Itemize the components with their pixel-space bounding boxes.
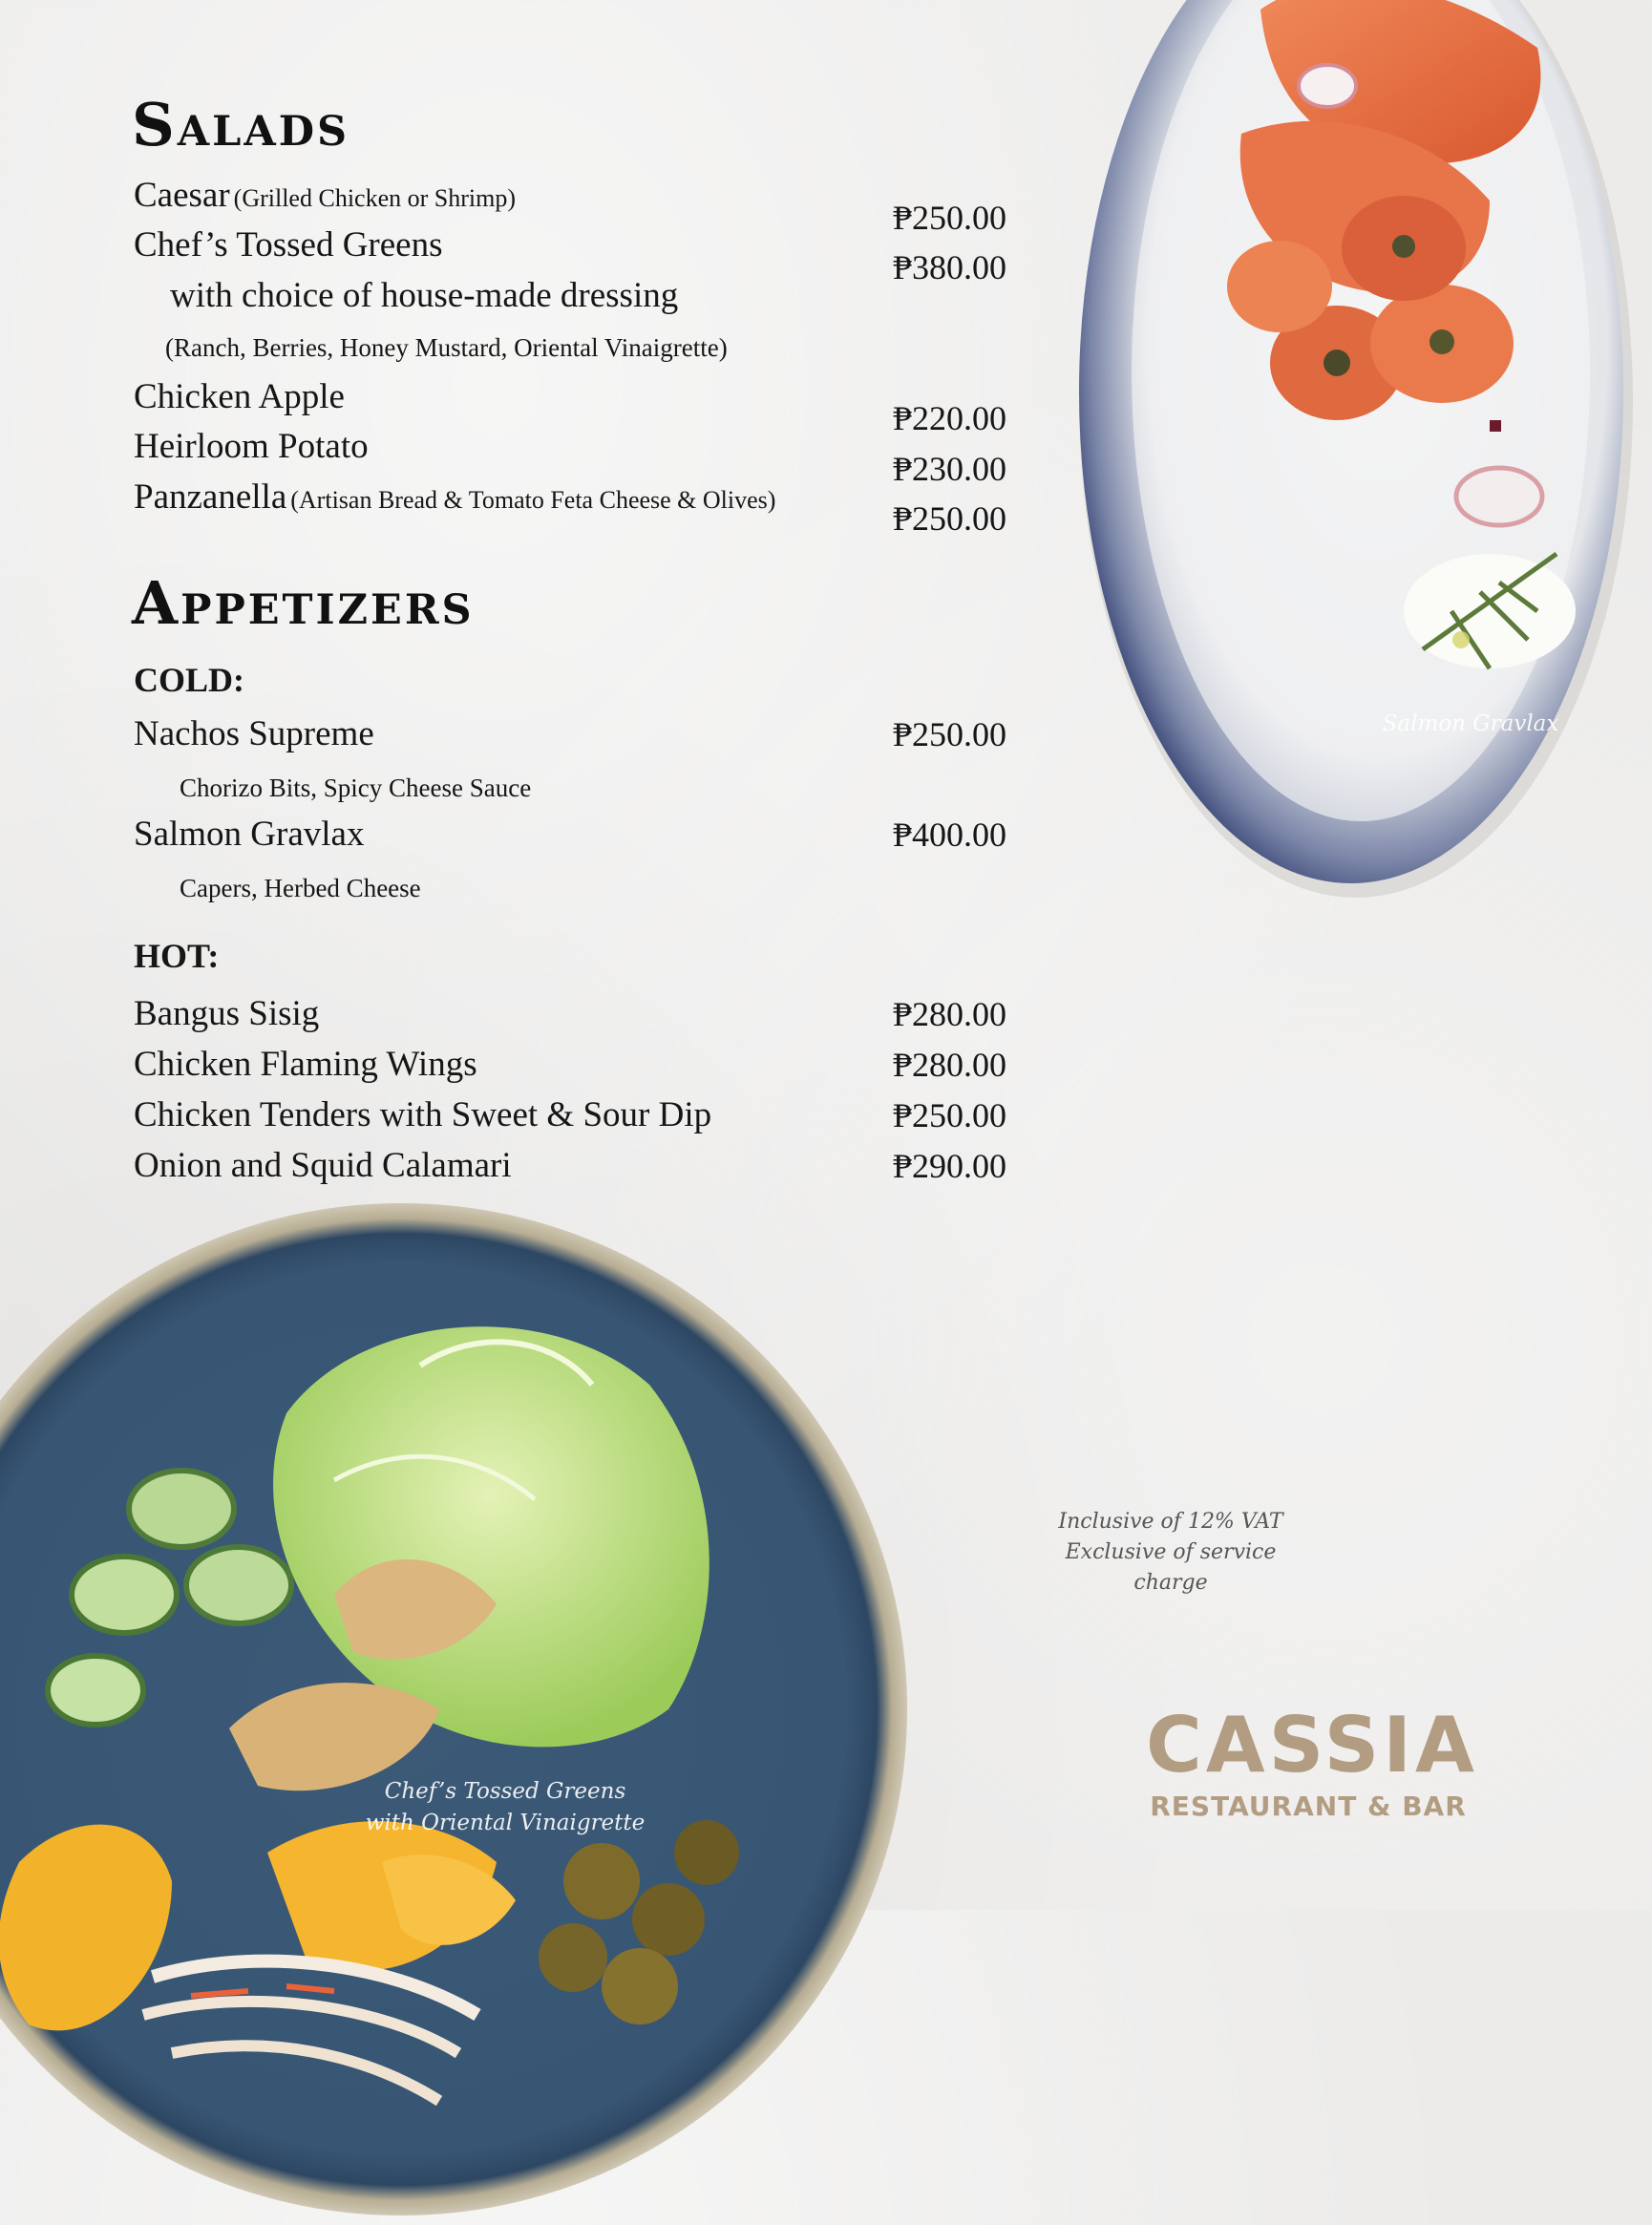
appetizers-heading: Appetizers	[132, 568, 475, 638]
menu-item-chicken-apple: Chicken Apple	[134, 377, 345, 416]
menu-item-chefs-tossed-greens: Chef’s Tossed Greens	[134, 225, 443, 265]
menu-item-nachos-supreme: Nachos Supreme	[134, 714, 374, 753]
menu-item-onion-squid-calamari: Onion and Squid Calamari	[134, 1146, 512, 1185]
price-chefs-tossed-greens: ₱380.00	[893, 248, 1007, 286]
menu-item-chicken-tenders: Chicken Tenders with Sweet & Sour Dip	[134, 1095, 712, 1134]
price-chicken-apple: ₱220.00	[893, 399, 1007, 437]
menu-item-panzanella	[134, 479, 775, 515]
salads-heading: Salads	[132, 90, 350, 159]
salmon-gravlax-caption: Salmon Gravlax	[1382, 711, 1559, 736]
salmon-gravlax-description: Capers, Herbed Cheese	[180, 874, 421, 902]
item-dressing-note: with choice of house-made dressing	[170, 276, 679, 315]
menu-item-caesar	[134, 178, 516, 213]
menu-item-salmon-gravlax: Salmon Gravlax	[134, 815, 365, 854]
price-panzanella: ₱250.00	[893, 499, 1007, 538]
item-note: (Grilled Chicken or Shrimp)	[233, 184, 517, 212]
price-chicken-tenders: ₱250.00	[893, 1096, 1007, 1134]
price-heirloom-potato: ₱230.00	[893, 450, 1007, 488]
brand-name: CASSIA	[1146, 1701, 1478, 1790]
tossed-greens-caption-line1: Chef’s Tossed Greens	[384, 1779, 626, 1804]
price-nachos-supreme: ₱250.00	[893, 715, 1007, 753]
item-name: Panzanella	[134, 477, 287, 517]
item-note: (Artisan Bread & Tomato Feta Cheese & Olives)	[290, 486, 776, 514]
brand-logo	[1146, 1701, 1478, 1822]
salmon-gravlax-photo	[1041, 0, 1652, 955]
price-salmon-gravlax: ₱400.00	[893, 816, 1007, 854]
price-chicken-flaming-wings: ₱280.00	[893, 1046, 1007, 1084]
menu-item-chicken-flaming-wings: Chicken Flaming Wings	[134, 1045, 477, 1084]
nachos-description: Chorizo Bits, Spicy Cheese Sauce	[180, 773, 532, 802]
item-name: Caesar	[134, 176, 230, 215]
vat-note	[1027, 1507, 1314, 1599]
service-charge-line: Exclusive of service charge	[1065, 1539, 1277, 1595]
brand-tagline: RESTAURANT & BAR	[1150, 1791, 1467, 1822]
price-onion-squid-calamari: ₱290.00	[893, 1147, 1007, 1185]
menu-item-heirloom-potato: Heirloom Potato	[134, 427, 369, 466]
price-caesar: ₱250.00	[893, 199, 1007, 237]
tossed-greens-caption-line2: with Oriental Vinaigrette	[365, 1811, 646, 1835]
cold-category-label: COLD:	[134, 661, 244, 699]
tossed-greens-photo	[0, 1194, 917, 2225]
vat-line: Inclusive of 12% VAT	[1058, 1510, 1283, 1534]
hot-category-label: HOT:	[134, 937, 220, 975]
menu-item-bangus-sisig: Bangus Sisig	[134, 994, 320, 1033]
item-dressing-options: (Ranch, Berries, Honey Mustard, Oriental Vinaigrette)	[165, 333, 728, 362]
price-bangus-sisig: ₱280.00	[893, 995, 1007, 1033]
